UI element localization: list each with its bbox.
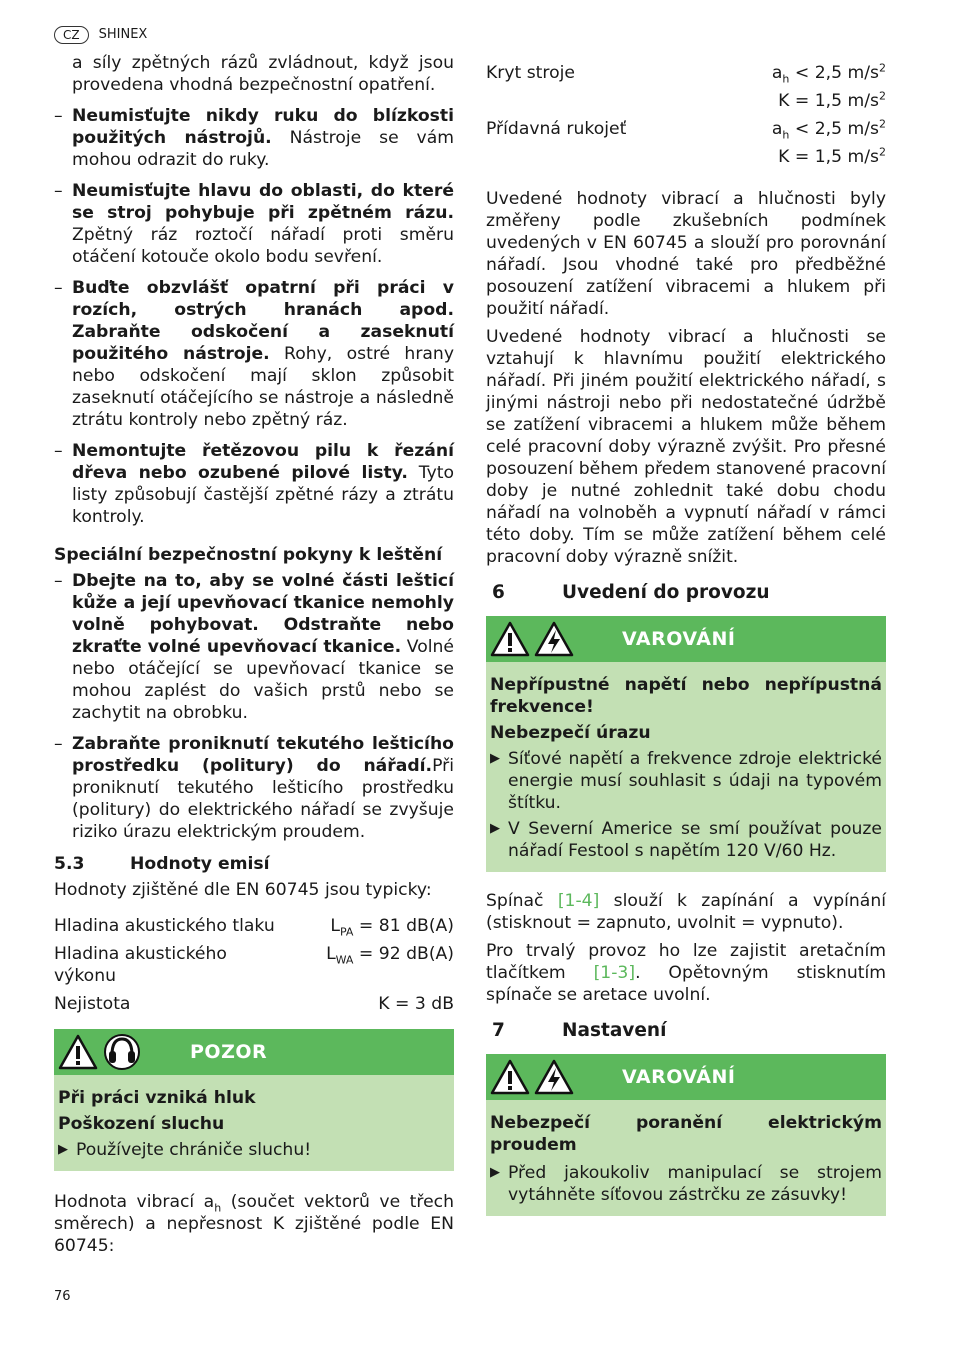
vibration-value: < 2,5 m/s	[789, 119, 879, 139]
warning-header	[486, 616, 886, 662]
list-item: – Neumisťujte nikdy ruku do blízkosti použitých nástrojů. Nástroje se vám mohou odrazit do ruky.	[54, 106, 454, 170]
warning-line: Nebezpečí úrazu	[490, 723, 651, 743]
bullet-text: Nástroje se vám mohou odrazit do ruky.	[72, 128, 454, 170]
bullet-bold: Neumisťujte hlavu do oblasti, do které se stroj pohybuje při zpětném rázu.	[72, 181, 454, 223]
bullet-text: Tyto listy způsobují častější zpětné rázy a ztrátu kontroly.	[72, 463, 454, 527]
emission-symbol: K	[378, 994, 390, 1014]
left-column	[54, 52, 454, 1257]
warning-box	[486, 616, 886, 872]
vibration-text: (součet vektorů ve třech směrech) a nepřesnost K zjištěné podle EN 60745:	[54, 1192, 454, 1256]
vibration-symbol: a	[771, 63, 783, 83]
figure-reference: [1-4]	[557, 891, 600, 911]
caution-body	[54, 1075, 454, 1171]
warning-triangle-icon	[490, 1058, 530, 1096]
vibration-label: Kryt stroje	[486, 63, 575, 83]
warning-body	[486, 1100, 886, 1216]
vibration-subscript: h	[214, 1201, 222, 1215]
caution-line: Poškození sluchu	[58, 1114, 225, 1134]
table-row	[486, 118, 886, 140]
caution-line: Při práci vzniká hluk	[58, 1088, 256, 1108]
list-item: ▶ Před jakoukoliv manipulací se strojem vytáhněte síťovou zástrčku ze zásuvky!	[490, 1163, 882, 1205]
emission-value: = 92 dB(A)	[353, 944, 454, 964]
emission-value: = 81 dB(A)	[353, 916, 454, 936]
table-row	[486, 146, 886, 168]
emission-intro: Hodnoty zjištěné dle EN 60745 jsou typicky:	[54, 880, 432, 900]
warning-triangle-icon	[490, 620, 530, 658]
unit-superscript: 2	[879, 89, 886, 103]
brand-label: SHINEX	[98, 27, 148, 42]
ear-protection-icon	[102, 1033, 142, 1071]
paragraph-text: Spínač	[486, 891, 558, 911]
emission-label: Hladina akustického tlaku	[54, 916, 275, 936]
bullet-bold: Zabraňte proniknutí tekutého lešticího prostředku (politury) do nářadí.	[72, 734, 454, 776]
list-item: – Zabraňte proniknutí tekutého lešticího prostředku (politury) do nářadí.Při proniknutí tekutého lešticího prostředku (politury) do elektrického nářadí se zvyšuje riziko úrazu elektrickým proudem.	[54, 734, 454, 842]
emission-subscript: PA	[339, 925, 354, 939]
section-7-heading	[486, 1020, 886, 1042]
vibration-label: Přídavná rukojeť	[486, 119, 627, 139]
warning-item: Síťové napětí a frekvence zdroje elektrické energie musí souhlasit s údaji na typovém štítku.	[508, 749, 882, 813]
list-item: – Dbejte na to, aby se volné části lešticí kůže a její upevňovací tkanice nemohly volně pohybovat. Odstraňte nebo zkraťte volné upevňovací tkanice. Volné nebo otáčející se upevňovací tkanice se mohou zaplést do vašich prstů nebo se zachytit na obrobku.	[54, 571, 454, 723]
vibration-subscript: h	[782, 128, 790, 142]
paragraph: Uvedené hodnoty vibrací a hlučnosti se vztahují k hlavnímu použití elektrického nářadí. Při jiném použití elektrického nářadí, s jinými nástroji nebo při nedostatečné údržbě se zatížení vibracemi a hlukem může během celé pracovní doby výrazně zvýšit. Pro přesné posouzení během předem stanovené pracovní doby je nutné zohlednit také dobu chodu nářadí na volnoběh a vypnutí nářadí v rámci této doby. Tím se může zatížení během celé pracovní doby výrazně snížit.	[486, 327, 886, 567]
warning-line: Nepřípustné napětí nebo nepřípustná frekvence!	[490, 675, 882, 717]
table-row	[54, 943, 454, 987]
warning-title: VAROVÁNÍ	[622, 1066, 736, 1088]
emission-subscript: WA	[335, 953, 354, 967]
electric-shock-icon	[534, 1058, 574, 1096]
paragraph-text: Pro trvalý provoz ho lze zajistit aretačním tlačítkem	[486, 941, 886, 983]
bullet-bold: Neumisťujte nikdy ruku do blízkosti použitých nástrojů.	[72, 106, 454, 148]
emission-table	[54, 915, 454, 1015]
section-6-heading	[486, 582, 886, 604]
vibration-value: K = 1,5 m/s	[778, 147, 879, 167]
caution-box	[54, 1029, 454, 1171]
unit-superscript: 2	[879, 117, 886, 131]
section-title: Hodnoty emisí	[130, 854, 270, 874]
warning-item: V Severní Americe se smí používat pouze nářadí Festool s napětím 120 V/60 Hz.	[508, 819, 882, 861]
section-title: Nastavení	[562, 1020, 667, 1041]
figure-reference: [1-3]	[593, 963, 636, 983]
list-item: ▶ Síťové napětí a frekvence zdroje elektrické energie musí souhlasit s údaji na typovém štítku.	[490, 749, 882, 813]
page-header	[54, 24, 147, 46]
warning-box	[486, 1054, 886, 1216]
emission-label: Nejistota	[54, 994, 131, 1014]
emission-label: Hladina akustického výkonu	[54, 944, 227, 986]
caution-header	[54, 1029, 454, 1075]
table-row	[486, 62, 886, 84]
page-number: 76	[54, 1289, 71, 1304]
bullet-text: Při proniknutí tekutého lešticího prostředku (politury) do elektrického nářadí se zvyšuje riziko úrazu elektrickým proudem.	[72, 756, 454, 842]
table-row	[54, 915, 454, 937]
section-number: 5.3	[54, 854, 85, 874]
vibration-subscript: h	[782, 72, 790, 86]
bullet-bold: Buďte obzvlášť opatrní při práci v rozích, ostrých hranách apod. Zabraňte odskočení a zaseknutí použitého nástroje.	[72, 278, 454, 364]
electric-shock-icon	[534, 620, 574, 658]
language-badge: CZ	[54, 26, 89, 44]
emission-symbol: L	[326, 944, 336, 964]
section-number: 7	[492, 1020, 505, 1041]
vibration-table	[486, 62, 886, 168]
vibration-value: < 2,5 m/s	[789, 63, 879, 83]
vibration-symbol: a	[771, 119, 783, 139]
warning-header	[486, 1054, 886, 1100]
warning-title: VAROVÁNÍ	[622, 628, 736, 650]
table-row	[486, 90, 886, 112]
table-row	[54, 993, 454, 1015]
warning-item: Před jakoukoliv manipulací se strojem vytáhněte síťovou zástrčku ze zásuvky!	[508, 1163, 882, 1205]
bullet-text: Rohy, ostré hrany nebo odskočení mají sklon způsobit zaseknutí otáčejícího se nástroje a následně ztrátu kontroly nebo zpětný ráz.	[72, 344, 454, 430]
list-item: ▶ Používejte chrániče sluchu!	[58, 1139, 450, 1161]
section-5-3-heading	[54, 853, 454, 875]
section-title: Uvedení do provozu	[562, 582, 770, 603]
intro-text: a síly zpětných rázů zvládnout, když jsou provedena vhodná bezpečnostní opatření.	[72, 53, 454, 95]
caution-item: Používejte chrániče sluchu!	[76, 1140, 312, 1160]
emission-value: = 3 dB	[389, 994, 454, 1014]
right-column	[486, 62, 886, 1216]
lock-paragraph	[486, 940, 886, 1006]
paragraph-text: slouží k zapínání a vypínání (stisknout = zapnuto, uvolnit = vypnuto).	[486, 891, 887, 933]
caution-title: POZOR	[190, 1041, 268, 1063]
list-item: – Buďte obzvlášť opatrní při práci v rozích, ostrých hranách apod. Zabraňte odskočení a zaseknutí použitého nástroje. Rohy, ostré hrany nebo odskočení mají sklon způsobit zaseknutí otáčejícího se nástroje a následně ztrátu kontroly nebo zpětný ráz.	[54, 278, 454, 430]
unit-superscript: 2	[879, 145, 886, 159]
switch-paragraph	[486, 890, 886, 934]
vibration-value: K = 1,5 m/s	[778, 91, 879, 111]
polish-heading: Speciální bezpečnostní pokyny k leštění	[54, 545, 443, 565]
vibration-text: Hodnota vibrací a	[54, 1192, 215, 1212]
vibration-intro	[54, 1191, 454, 1257]
bullet-bold: Nemontujte řetězovou pilu k řezání dřeva nebo ozubené pilové listy.	[72, 441, 454, 483]
bullet-bold: Dbejte na to, aby se volné části lešticí kůže a její upevňovací tkanice nemohly volně pohybovat. Odstraňte nebo zkraťte volné upevňovací tkanice.	[72, 571, 454, 657]
list-item: – Neumisťujte hlavu do oblasti, do které se stroj pohybuje při zpětném rázu. Zpětný ráz roztočí nářadí proti směru otáčení kotouče okolo bodu sevření.	[54, 181, 454, 267]
unit-superscript: 2	[879, 61, 886, 75]
paragraph-text: . Opětovným stisknutím spínače se aretace uvolní.	[486, 963, 886, 1005]
warning-triangle-icon	[58, 1033, 98, 1071]
warning-line: Nebezpečí poranění elektrickým proudem	[490, 1113, 882, 1155]
list-item: ▶ V Severní Americe se smí používat pouze nářadí Festool s napětím 120 V/60 Hz.	[490, 819, 882, 861]
bullet-text: Zpětný ráz roztočí nářadí proti směru otáčení kotouče okolo bodu sevření.	[72, 225, 454, 267]
emission-symbol: L	[330, 916, 340, 936]
list-item: – Nemontujte řetězovou pilu k řezání dřeva nebo ozubené pilové listy. Tyto listy způsobují častější zpětné rázy a ztrátu kontroly.	[54, 441, 454, 527]
paragraph: Uvedené hodnoty vibrací a hlučnosti byly změřeny podle zkušebních podmínek uvedených v EN 60745 a slouží pro porovnání nářadí. Jsou vhodné také pro předběžné posouzení zatížení vibracemi a hlukem při použití nářadí.	[486, 189, 886, 319]
section-number: 6	[492, 582, 505, 603]
warning-body	[486, 662, 886, 872]
bullet-text: Volné nebo otáčející se upevňovací tkanice se mohou zaplést do vašich prstů nebo se zachytit na obrobku.	[72, 637, 454, 723]
